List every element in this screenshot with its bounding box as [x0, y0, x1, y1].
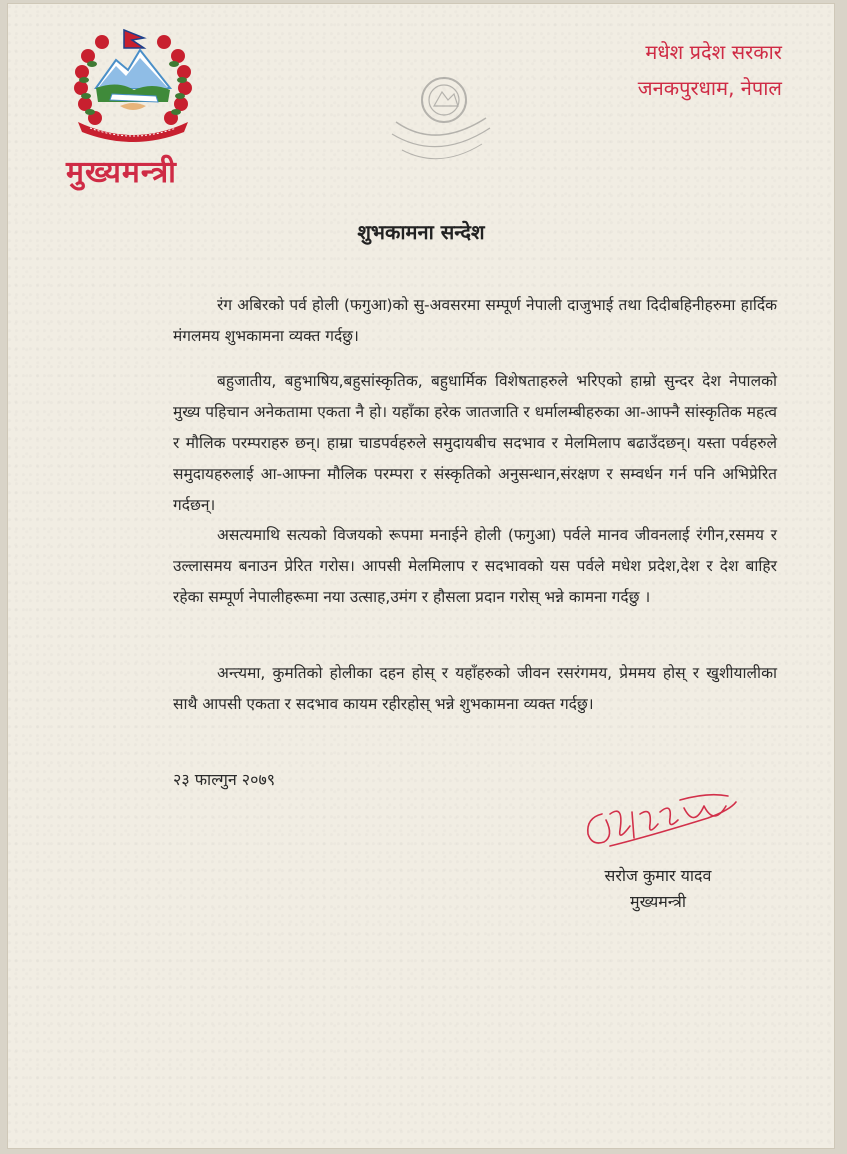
letter-sheet — [8, 4, 834, 1148]
message-paragraph-4: अन्त्यमा, कुमतिको होलीका दहन होस् र यहाँहरुको जीवन रसरंगमय, प्रेममय होस् र खुशीयालीका साथै आपसी एकता र सदभाव कायम रहीरहोस् भन्ने शुभकामना व्यक्त गर्दछु। — [173, 664, 777, 713]
government-location: जनकपुरधाम, नेपाल — [637, 76, 782, 100]
handwritten-signature-icon — [580, 784, 740, 862]
office-seal-stamp-icon — [376, 70, 506, 176]
nepal-emblem-icon — [68, 26, 198, 144]
letter-date: २३ फाल्गुन २०७९ — [173, 770, 276, 789]
message-paragraph-2: बहुजातीय, बहुभाषिय,बहुसांस्कृतिक, बहुधार्मिक विशेषताहरुले भरिएको हाम्रो सुन्दर देश नेपालको मुख्य पहिचान अनेकतामा एकता नै हो। यहाँका हरेक जातजाति र धर्मालम्बीहरुका आ-आफ्नै सांस्कृतिक महत्व र मौलिक परम्पराहरु छन्। हाम्रा चाडपर्वहरुले समुदायबीच सदभाव र मेलमिलाप बढाउँदछन्। यस्ता पर्वहरुले समुदायहरुलाई आ-आफ्ना मौलिक परम्परा र संस्कृतिको अनुसन्धान,संरक्षण र सम्वर्धन गर्न पनि अभिप्रेरित गर्दछन्। — [173, 372, 777, 514]
message-paragraph-3: असत्यमाथि सत्यको विजयको रूपमा मनाईने होली (फगुआ) पर्वले मानव जीवनलाई रंगीन,रसमय र उल्लासमय बनाउन प्रेरित गरोस। आपसी मेलमिलाप र सदभावको यस पर्वले मधेश प्रदेश,देश र देश बाहिर रहेका सम्पूर्ण नेपालीहरूमा नया उत्साह,उमंग र हौसला प्रदान गरोस् भन्ने कामना गर्दछु । — [173, 526, 777, 606]
government-name: मधेश प्रदेश सरकार — [645, 40, 782, 64]
letter-heading: शुभकामना सन्देश — [357, 220, 485, 244]
signatory-name: सरोज कुमार यादव — [604, 866, 712, 885]
signatory-title: मुख्यमन्त्री — [630, 892, 686, 911]
message-paragraph-1: रंग अबिरको पर्व होली (फगुआ)को सु-अवसरमा सम्पूर्ण नेपाली दाजुभाई तथा दिदीबहिनीहरुमा हार्दिक मंगलमय शुभकामना व्यक्त गर्दछु। — [173, 296, 777, 345]
office-title: मुख्यमन्त्री — [66, 155, 177, 190]
